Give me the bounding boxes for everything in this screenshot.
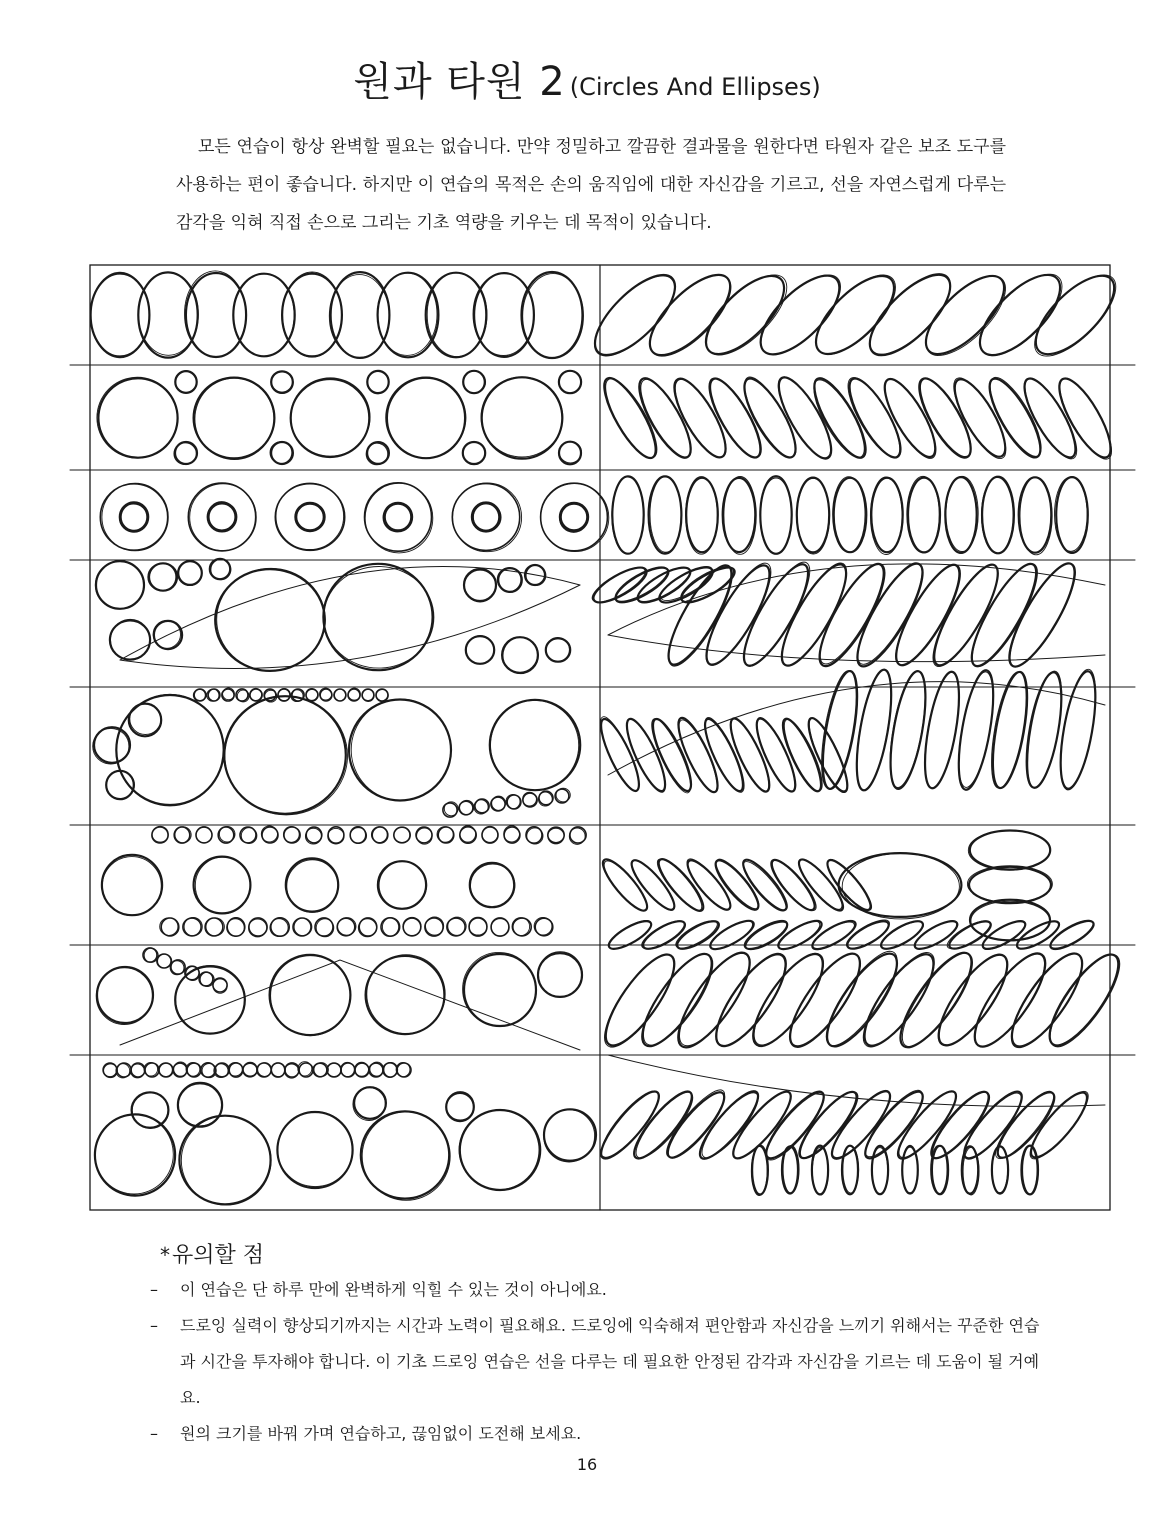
ellipse-sketch bbox=[841, 372, 910, 464]
circle-sketch bbox=[211, 559, 231, 579]
guide-curve bbox=[120, 585, 580, 668]
ellipse-sketch bbox=[833, 477, 865, 553]
circle-sketch bbox=[272, 1063, 286, 1077]
circle-sketch bbox=[546, 638, 569, 662]
ellipse-sketch bbox=[812, 1147, 828, 1195]
circle-sketch bbox=[463, 371, 485, 393]
circle-sketch bbox=[208, 502, 235, 530]
circle-sketch bbox=[472, 503, 499, 531]
title-korean: 원과 타원 2 bbox=[353, 59, 566, 105]
circle-sketch bbox=[174, 827, 190, 843]
circle-sketch bbox=[523, 792, 537, 806]
ellipse-sketch bbox=[961, 557, 1046, 674]
intro-paragraph bbox=[176, 128, 1006, 242]
circle-sketch bbox=[396, 1063, 410, 1077]
ellipse-sketch bbox=[658, 558, 743, 673]
note-item bbox=[150, 1272, 1050, 1308]
circle-sketch bbox=[355, 1062, 369, 1076]
circle-sketch bbox=[283, 272, 342, 357]
circle-sketch bbox=[130, 703, 161, 734]
circle-sketch bbox=[386, 377, 466, 459]
ellipse-sketch bbox=[892, 1085, 964, 1164]
circle-sketch bbox=[341, 1062, 355, 1076]
ellipse-sketch bbox=[946, 476, 978, 551]
circle-sketch bbox=[381, 918, 399, 936]
ellipse-sketch bbox=[968, 830, 1050, 870]
circle-sketch bbox=[384, 1063, 398, 1077]
circle-sketch bbox=[143, 948, 157, 962]
circle-sketch bbox=[144, 948, 158, 962]
circle-sketch bbox=[95, 561, 143, 608]
ellipse-sketch bbox=[705, 945, 798, 1055]
ellipse-sketch bbox=[825, 1084, 898, 1165]
ellipse-sketch bbox=[803, 262, 908, 367]
circle-sketch bbox=[471, 864, 515, 907]
circle-sketch bbox=[144, 1062, 158, 1076]
circle-sketch bbox=[503, 637, 538, 673]
circle-sketch bbox=[305, 828, 321, 844]
circle-sketch bbox=[367, 955, 445, 1034]
ellipse-sketch bbox=[852, 943, 946, 1056]
circle-sketch bbox=[138, 273, 198, 356]
circle-sketch bbox=[383, 503, 411, 532]
circle-sketch bbox=[119, 504, 147, 532]
ellipse-sketch bbox=[1021, 1146, 1037, 1195]
ellipse-sketch bbox=[809, 556, 895, 673]
note-text: 드로잉 실력이 향상되기까지는 시간과 노력이 필요해요. 드로잉에 익숙해져 편안함과 자신감을 느끼기 위해서는 꾸준한 연습과 시간을 투자해야 합니다. 이 기초 드로잉 연습은 선을 다루는 데 필요한 안정된 감각과 자신감을 기르는 데 도움이 될 거예요. bbox=[180, 1316, 1040, 1407]
circle-sketch bbox=[243, 1062, 257, 1076]
ellipse-sketch bbox=[1000, 944, 1093, 1056]
circle-sketch bbox=[361, 1111, 449, 1198]
circle-sketch bbox=[258, 1063, 272, 1077]
ellipse-sketch bbox=[743, 944, 836, 1054]
circle-sketch bbox=[560, 504, 588, 533]
ellipse-sketch bbox=[815, 942, 908, 1054]
circle-sketch bbox=[523, 274, 584, 359]
circle-sketch bbox=[427, 273, 487, 357]
ellipse-sketch bbox=[889, 944, 983, 1057]
notes-heading-label: 유의할 점 bbox=[172, 1243, 265, 1268]
ellipse-sketch bbox=[792, 1085, 864, 1165]
circle-sketch bbox=[504, 827, 520, 843]
ellipse-sketch bbox=[963, 1147, 979, 1195]
ellipse-sketch bbox=[931, 1145, 947, 1194]
note-item bbox=[150, 1308, 1050, 1416]
circle-sketch bbox=[271, 442, 293, 464]
ellipse-sketch bbox=[751, 1146, 767, 1195]
circle-sketch bbox=[394, 827, 410, 843]
ellipse-sketch bbox=[726, 1085, 799, 1165]
ellipse-sketch bbox=[1056, 477, 1088, 553]
circle-sketch bbox=[190, 484, 257, 551]
circle-sketch bbox=[206, 918, 224, 936]
circle-sketch bbox=[196, 827, 212, 843]
ellipse-sketch bbox=[1038, 945, 1129, 1054]
ellipse-sketch bbox=[946, 373, 1014, 463]
circle-sketch bbox=[195, 378, 274, 459]
ellipse-sketch bbox=[858, 1085, 931, 1165]
circle-sketch bbox=[328, 828, 344, 844]
circle-sketch bbox=[184, 918, 202, 936]
ellipse-sketch bbox=[726, 1085, 799, 1165]
ellipse-sketch bbox=[876, 373, 944, 464]
ellipse-sketch bbox=[733, 557, 818, 673]
circle-sketch bbox=[513, 918, 531, 936]
ellipse-sketch bbox=[982, 477, 1014, 554]
circle-sketch bbox=[538, 952, 582, 997]
ellipse-sketch bbox=[673, 716, 724, 796]
circle-sketch bbox=[208, 689, 220, 701]
ellipse-sketch bbox=[914, 264, 1016, 366]
circle-sketch bbox=[362, 689, 374, 701]
circle-sketch bbox=[106, 771, 134, 798]
circle-sketch bbox=[426, 273, 487, 358]
circle-sketch bbox=[294, 918, 312, 936]
circle-sketch bbox=[95, 1114, 173, 1194]
ellipse-sketch bbox=[724, 477, 756, 555]
circle-sketch bbox=[93, 728, 129, 764]
circle-sketch bbox=[91, 274, 150, 357]
circle-sketch bbox=[293, 918, 311, 936]
circle-sketch bbox=[370, 1062, 384, 1076]
circle-sketch bbox=[466, 636, 494, 665]
circle-sketch bbox=[371, 827, 387, 843]
circle-sketch bbox=[249, 919, 267, 937]
circle-sketch bbox=[276, 483, 344, 549]
circle-sketch bbox=[96, 968, 152, 1025]
ellipse-sketch bbox=[890, 1085, 963, 1166]
circle-sketch bbox=[527, 828, 543, 844]
circle-sketch bbox=[365, 483, 432, 551]
circle-sketch bbox=[481, 377, 563, 457]
circle-sketch bbox=[358, 919, 376, 937]
circle-sketch bbox=[250, 688, 262, 700]
dash-icon: – bbox=[150, 1424, 158, 1443]
circle-sketch bbox=[473, 503, 501, 531]
ellipse-sketch bbox=[1023, 1085, 1096, 1166]
circle-sketch bbox=[131, 1064, 145, 1078]
note-item bbox=[150, 1416, 1050, 1452]
circle-sketch bbox=[328, 827, 344, 843]
circle-sketch bbox=[175, 827, 191, 843]
ellipse-sketch bbox=[742, 945, 835, 1055]
circle-sketch bbox=[460, 800, 474, 814]
ellipse-sketch bbox=[847, 556, 934, 674]
ellipse-sketch bbox=[771, 557, 857, 673]
ellipse-sketch bbox=[962, 1146, 978, 1193]
intro-text: 모든 연습이 항상 완벽할 필요는 없습니다. 만약 정밀하고 깔끔한 결과물을 원한다면 타원자 같은 보조 도구를 사용하는 편이 좋습니다. 하지만 이 연습의 목적은 손의 움직임에 대한 자신감을 기르고, 선을 자연스럽게 다루는 감각을 익혀 직접 손으로 그리는 기초 역량을 키우는 데 목적이 있습니다. bbox=[176, 137, 1006, 233]
ellipse-sketch bbox=[650, 477, 681, 553]
circle-sketch bbox=[159, 1063, 173, 1077]
ellipse-sketch bbox=[853, 945, 945, 1055]
ellipse-sketch bbox=[631, 945, 723, 1055]
circle-sketch bbox=[365, 483, 433, 553]
circle-sketch bbox=[174, 443, 196, 465]
ellipse-sketch bbox=[797, 478, 830, 554]
circle-sketch bbox=[97, 377, 178, 458]
circle-sketch bbox=[175, 371, 197, 394]
ellipse-sketch bbox=[992, 1146, 1008, 1193]
circle-sketch bbox=[350, 828, 366, 844]
ellipse-sketch bbox=[735, 372, 804, 464]
ellipse-sketch bbox=[842, 854, 959, 919]
ellipse-sketch bbox=[779, 945, 872, 1056]
dash-icon: – bbox=[150, 1316, 158, 1335]
ellipse-sketch bbox=[981, 478, 1013, 554]
circle-sketch bbox=[327, 1063, 341, 1077]
circle-sketch bbox=[185, 271, 246, 357]
circle-sketch bbox=[353, 1088, 385, 1121]
circle-sketch bbox=[213, 979, 227, 993]
ellipse-sketch bbox=[628, 1086, 700, 1165]
circle-sketch bbox=[464, 570, 495, 602]
circle-sketch bbox=[228, 1062, 242, 1076]
circle-sketch bbox=[377, 273, 437, 355]
circle-sketch bbox=[278, 688, 290, 700]
page-number: 16 bbox=[576, 1455, 598, 1474]
dash-icon: – bbox=[150, 1280, 158, 1299]
circle-sketch bbox=[287, 860, 338, 913]
ellipse-sketch bbox=[858, 1083, 931, 1163]
circle-sketch bbox=[149, 563, 177, 590]
circle-sketch bbox=[378, 861, 426, 909]
circle-sketch bbox=[243, 1063, 257, 1077]
circle-sketch bbox=[213, 978, 227, 992]
guide-curve bbox=[120, 567, 580, 660]
circle-sketch bbox=[174, 1062, 188, 1076]
ellipse-sketch bbox=[1024, 264, 1127, 367]
ellipse-sketch bbox=[783, 1146, 799, 1194]
ellipse-sketch bbox=[782, 1147, 798, 1194]
circle-sketch bbox=[152, 826, 168, 842]
circle-sketch bbox=[492, 796, 506, 810]
ellipse-sketch bbox=[771, 556, 858, 674]
circle-sketch bbox=[291, 378, 371, 456]
circle-sketch bbox=[306, 689, 318, 701]
circle-sketch bbox=[102, 483, 168, 551]
circle-sketch bbox=[460, 1110, 540, 1190]
notes-list bbox=[150, 1272, 1050, 1452]
circle-sketch bbox=[261, 826, 277, 842]
ellipse-sketch bbox=[967, 866, 1052, 903]
ellipse-sketch bbox=[932, 1146, 948, 1194]
circle-sketch bbox=[473, 273, 534, 355]
circle-sketch bbox=[186, 1062, 200, 1076]
ellipse-sketch bbox=[834, 478, 867, 552]
circle-sketch bbox=[379, 862, 427, 909]
circle-sketch bbox=[464, 569, 496, 601]
circle-sketch bbox=[227, 919, 245, 937]
circle-sketch bbox=[366, 443, 388, 465]
circle-sketch bbox=[437, 827, 453, 843]
ellipse-sketch bbox=[970, 900, 1050, 941]
asterisk-icon: * bbox=[160, 1243, 170, 1267]
ellipse-sketch bbox=[760, 478, 792, 553]
ellipse-sketch bbox=[686, 477, 718, 555]
ellipse-sketch bbox=[612, 477, 644, 554]
circle-sketch bbox=[234, 274, 295, 357]
circle-sketch bbox=[338, 918, 356, 936]
circle-sketch bbox=[102, 857, 161, 916]
ellipse-sketch bbox=[925, 1085, 997, 1165]
circle-sketch bbox=[348, 688, 360, 700]
ellipse-sketch bbox=[593, 1084, 666, 1164]
practice-sheet bbox=[60, 255, 1140, 1235]
ellipse-sketch bbox=[963, 944, 1057, 1056]
ellipse-sketch bbox=[1050, 372, 1119, 464]
ellipse-sketch bbox=[660, 1086, 731, 1165]
circle-sketch bbox=[178, 561, 203, 585]
circle-sketch bbox=[506, 794, 520, 808]
circle-sketch bbox=[453, 483, 522, 552]
circle-sketch bbox=[271, 372, 293, 394]
circle-sketch bbox=[178, 1082, 222, 1126]
circle-sketch bbox=[559, 441, 581, 463]
ellipse-sketch bbox=[583, 263, 688, 368]
note-text: 원의 크기를 바꿔 가며 연습하고, 끊임없이 도전해 보세요. bbox=[180, 1424, 582, 1443]
circle-sketch bbox=[193, 689, 205, 701]
circle-sketch bbox=[270, 442, 292, 464]
circle-sketch bbox=[91, 272, 150, 358]
circle-sketch bbox=[320, 688, 332, 700]
circle-sketch bbox=[491, 700, 579, 790]
circle-sketch bbox=[491, 919, 509, 937]
ellipse-sketch bbox=[1055, 477, 1088, 551]
ellipse-sketch bbox=[659, 1083, 732, 1164]
ellipse-sketch bbox=[902, 1145, 918, 1193]
circle-sketch bbox=[534, 917, 552, 935]
circle-sketch bbox=[544, 1110, 595, 1162]
circle-sketch bbox=[387, 378, 465, 458]
circle-sketch bbox=[285, 1064, 299, 1078]
circle-sketch bbox=[349, 700, 451, 801]
ellipse-sketch bbox=[981, 372, 1050, 463]
circle-sketch bbox=[512, 918, 530, 936]
ellipse-sketch bbox=[963, 945, 1056, 1056]
circle-sketch bbox=[158, 954, 172, 968]
circle-sketch bbox=[277, 1112, 353, 1187]
ellipse-sketch bbox=[778, 945, 872, 1057]
ellipse-sketch bbox=[667, 943, 762, 1056]
circle-sketch bbox=[463, 442, 485, 464]
circle-sketch bbox=[444, 802, 458, 816]
ellipse-sketch bbox=[627, 1085, 700, 1165]
circle-sketch bbox=[148, 563, 176, 590]
ellipse-sketch bbox=[1000, 945, 1093, 1057]
circle-sketch bbox=[183, 918, 201, 936]
circle-sketch bbox=[205, 918, 223, 936]
circle-sketch bbox=[469, 917, 487, 935]
circle-sketch bbox=[98, 378, 177, 457]
circle-sketch bbox=[296, 503, 324, 531]
circle-sketch bbox=[329, 275, 389, 358]
circle-sketch bbox=[417, 828, 433, 844]
ellipse-sketch bbox=[1022, 262, 1128, 368]
circle-sketch bbox=[219, 826, 235, 842]
circle-sketch bbox=[334, 689, 346, 701]
ellipse-sketch bbox=[750, 714, 802, 795]
circle-sketch bbox=[504, 826, 520, 842]
title-english: (Circles And Ellipses) bbox=[569, 73, 821, 101]
ellipse-sketch bbox=[957, 1085, 1030, 1165]
ellipse-sketch bbox=[907, 476, 939, 552]
page-title bbox=[0, 50, 1174, 107]
circle-sketch bbox=[283, 827, 299, 843]
ellipse-sketch bbox=[594, 715, 645, 795]
circle-sketch bbox=[463, 952, 536, 1026]
circle-sketch bbox=[382, 918, 400, 936]
circle-sketch bbox=[376, 690, 388, 702]
ellipse-sketch bbox=[891, 944, 984, 1055]
ellipse-sketch bbox=[594, 1085, 667, 1165]
circle-sketch bbox=[132, 1093, 169, 1129]
ellipse-sketch bbox=[816, 945, 909, 1056]
circle-sketch bbox=[170, 961, 184, 975]
circle-sketch bbox=[362, 1112, 450, 1200]
circle-sketch bbox=[271, 956, 351, 1036]
circle-sketch bbox=[316, 919, 334, 937]
circle-sketch bbox=[548, 828, 564, 844]
circle-sketch bbox=[160, 918, 178, 936]
notes-heading bbox=[160, 1238, 264, 1269]
ellipse-sketch bbox=[957, 1086, 1029, 1166]
circle-sketch bbox=[474, 800, 488, 814]
circle-sketch bbox=[548, 827, 564, 843]
circle-sketch bbox=[446, 1092, 474, 1120]
ellipse-sketch bbox=[990, 1085, 1062, 1164]
circle-sketch bbox=[367, 371, 389, 393]
circle-sketch bbox=[541, 484, 609, 552]
circle-sketch bbox=[426, 917, 444, 935]
circle-sketch bbox=[116, 1064, 130, 1078]
circle-sketch bbox=[153, 621, 180, 649]
circle-sketch bbox=[559, 371, 581, 393]
ellipse-sketch bbox=[927, 946, 1018, 1055]
circle-sketch bbox=[270, 919, 288, 937]
ellipse-sketch bbox=[839, 853, 962, 917]
circle-sketch bbox=[469, 918, 487, 936]
ellipse-sketch bbox=[1016, 372, 1085, 464]
note-text: 이 연습은 단 하루 만에 완벽하게 익힐 수 있는 것이 아니에요. bbox=[180, 1280, 607, 1299]
circle-sketch bbox=[460, 826, 476, 842]
ellipse-sketch bbox=[595, 946, 686, 1055]
circle-sketch bbox=[403, 917, 421, 935]
circle-sketch bbox=[448, 917, 466, 935]
ellipse-sketch bbox=[724, 714, 776, 795]
ellipse-sketch bbox=[1020, 477, 1052, 555]
circle-sketch bbox=[104, 1064, 118, 1078]
ellipse-sketch bbox=[698, 715, 749, 795]
ellipse-sketch bbox=[870, 477, 902, 555]
circle-sketch bbox=[285, 1063, 299, 1077]
circle-sketch bbox=[569, 828, 585, 844]
ellipse-sketch bbox=[668, 944, 761, 1055]
circle-sketch bbox=[482, 826, 498, 842]
circle-sketch bbox=[195, 857, 250, 914]
circle-sketch bbox=[459, 1110, 539, 1189]
circle-sketch bbox=[241, 828, 257, 844]
